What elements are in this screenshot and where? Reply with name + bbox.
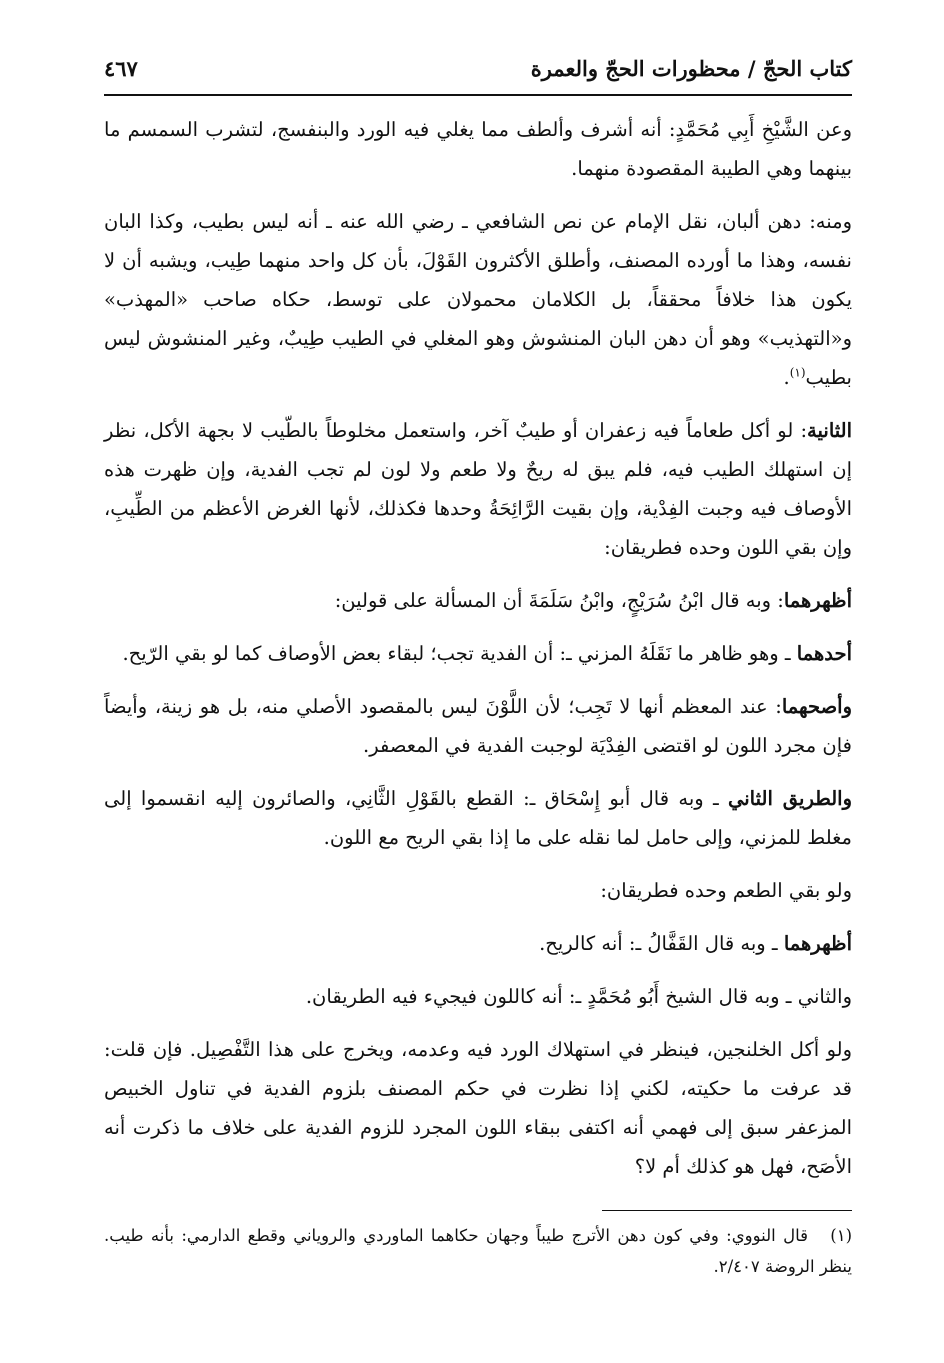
paragraph-text: ولو أكل الخلنجين، فينظر في استهلاك الورد فيه وعدمه، ويخرج على هذا التَّفْصِيل. فإن قلت: قد عرفت ما حكيته، لكني إذا نظرت في حكم المصنف بلزوم الفدية في تناول الخبيص المزعفر سبق إلى فهمي أنه اكتفى ببقاء اللون المجرد للزوم الفدية على خلاف ما ذكرت أنه الأصَح، فهل هو كذلك أم لا؟ xyxy=(104,1038,852,1178)
paragraph-text: : لو أكل طعاماً فيه زعفران أو طيبٌ آخر، واستعمل مخلوطاً بالطّيب لا بجهة الأكل، نظر إن استهلك الطيب فيه، فلم يبق له ريحٌ ولا طعم ولا لون لم تجب الفدية، وإن ظهرت هذه الأوصاف فيه وجبت الفِدْية، وإن بقيت الرَّائِحَةُ وحدها فكذلك، لأنها الغرض الأعظم من الطِّيبِ، وإن بقي اللون وحده فطريقان: xyxy=(104,419,852,559)
section-term: الثانية xyxy=(807,419,852,442)
paragraph-text: ـ وبه قال أبو إِسْحَاق ـ: القطع بالقَوْلِ الثَّانِي، والصائرون إليه انقسموا إلى مغلط للمزني، وإلى حامل لما نقله على ما إذا بقي الريح مع اللون. xyxy=(104,787,852,849)
paragraph xyxy=(104,924,852,963)
paragraph xyxy=(104,871,852,910)
running-title: كتاب الحجّ / محظورات الحجّ والعمرة xyxy=(530,56,852,81)
paragraph xyxy=(104,687,852,765)
paragraph xyxy=(104,779,852,857)
footnote-reference: (١) xyxy=(789,365,806,380)
footnote-marker: (١) xyxy=(830,1226,852,1245)
page-header xyxy=(104,48,852,96)
paragraph xyxy=(104,202,852,397)
paragraph xyxy=(104,581,852,620)
paragraph xyxy=(104,110,852,188)
paragraph-text: وعن الشَّيْخِ أَبِي مُحَمَّدٍ: أنه أشرف وألطف مما يغلي فيه الورد والبنفسج، لتشرب السمسم ما بينهما وهي الطيبة المقصودة منهما. xyxy=(104,118,852,180)
paragraph-text: والثاني ـ وبه قال الشيخ أَبُو مُحَمَّدٍ ـ: أنه كاللون فيجيء فيه الطريقان. xyxy=(305,985,852,1008)
section-term: أظهرهما xyxy=(783,589,852,612)
paragraph xyxy=(104,977,852,1016)
paragraph xyxy=(104,634,852,673)
paragraph-tail: . xyxy=(783,366,790,389)
footnote-text: قال النووي: وفي كون دهن الأترج طيباً وجهان حكاهما الماوردي والروياني وقطع الدارمي: بأنه طيب. ينظر الروضة ٢/٤٠٧. xyxy=(104,1226,852,1276)
paragraph xyxy=(104,411,852,567)
paragraph-text: ـ وهو ظاهر ما نَقَلَهُ المزني ـ: أن الفدية تجب؛ لبقاء بعض الأوصاف كما لو بقي الرّيح. xyxy=(122,642,797,665)
footnote-divider xyxy=(602,1210,852,1211)
footnotes xyxy=(104,1220,852,1282)
main-text xyxy=(104,110,852,1200)
paragraph-text: ولو بقي الطعم وحده فطريقان: xyxy=(600,879,852,902)
footnote xyxy=(104,1220,852,1282)
section-term: وأصحهما xyxy=(781,695,852,718)
page-number: ٤٦٧ xyxy=(104,56,138,81)
section-term: والطريق الثاني xyxy=(728,787,852,810)
paragraph-text: ـ وبه قال القَفَّالُ ـ: أنه كالريح. xyxy=(539,932,784,955)
paragraph-text: : وبه قال ابْنُ سُرَيْجٍ، وابْنُ سَلَمَةَ أن المسألة على قولين: xyxy=(334,589,784,612)
paragraph-text: ومنه: دهن ألبان، نقل الإمام عن نص الشافعي ـ رضي الله عنه ـ أنه ليس بطيب، وكذا البان نفسه، وهذا ما أورده المصنف، وأطلق الأكثرون القَوْلَ، بأن كل واحد منهما طِيب، ويشبه أن لا يكون هذا خلافاً محققاً، بل الكلامان محمولان على توسط، حكاه صاحب «المهذب» و«التهذيب» وهو أن دهن البان المنشوش وهو المغلي في الطيب طِيبٌ، وغير المنشوش ليس بطيب xyxy=(104,210,852,389)
section-term: أظهرهما xyxy=(783,932,852,955)
section-term: أحدهما xyxy=(796,642,852,665)
paragraph xyxy=(104,1030,852,1186)
paragraph-text: : عند المعظم أنها لا تَجِب؛ لأن اللَّوْنَ ليس بالمقصود الأصلي منه، بل هو زينة، وأيضاً فإن مجرد اللون لو اقتضى الفِدْيَة لوجبت الفدية في المعصفر. xyxy=(104,695,852,757)
